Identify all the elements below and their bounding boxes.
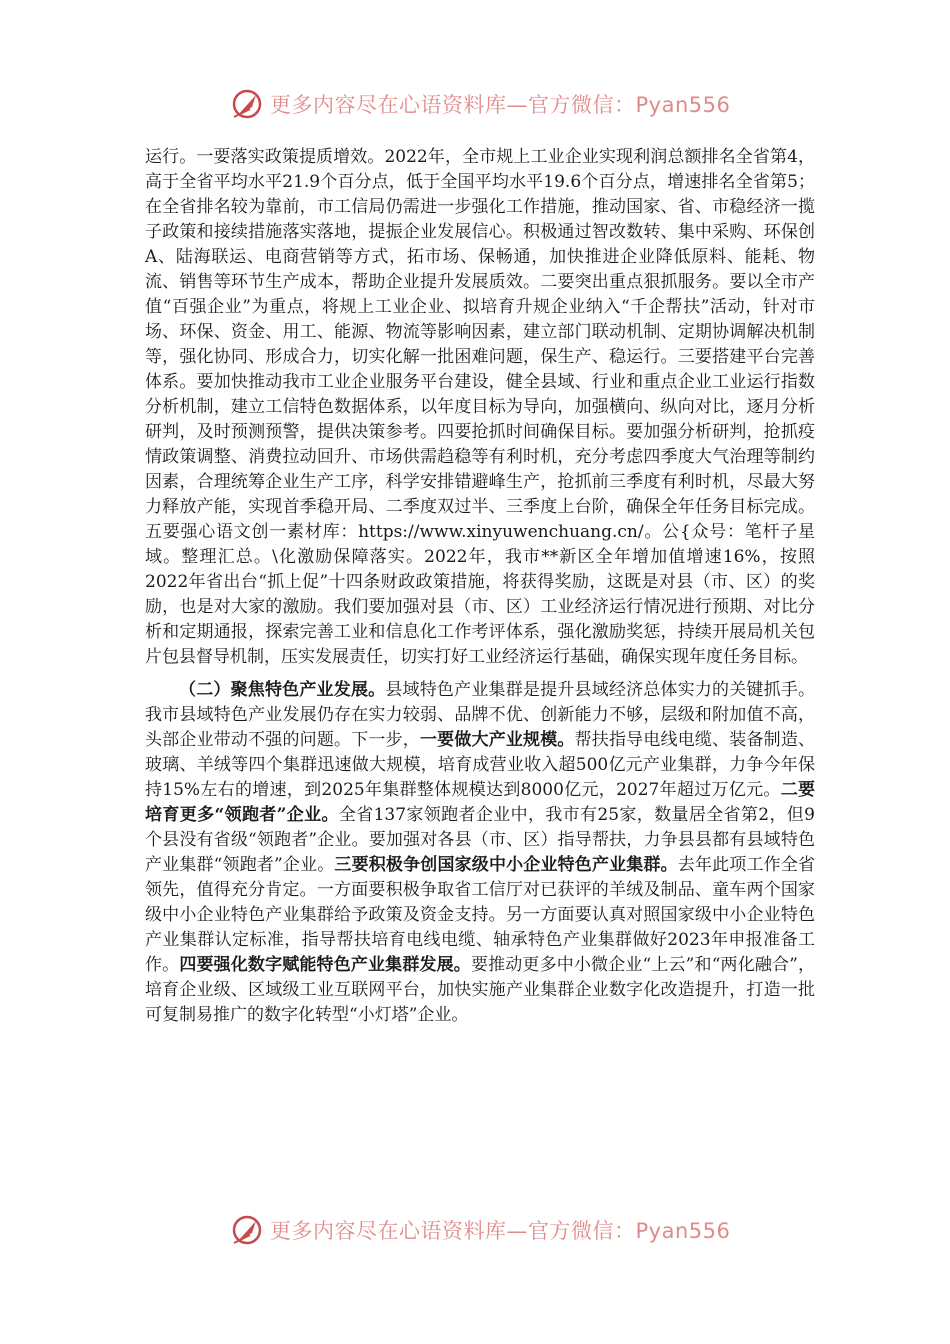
watermark-bottom: [230, 1212, 750, 1248]
quill-logo-icon: [230, 87, 264, 121]
point-2-heading: 二要培育更多“领跑者”企业。: [145, 780, 815, 825]
document-body: [145, 145, 815, 1028]
paragraph-2-text-1: 县域特色产业集群是提升县域经济总体实力的关键抓手。我市县域特色产业发展仍存在实力较弱、品牌不优、创新能力不够，层级和附加值不高，头部企业带动不强的问题。下一步，: [145, 680, 816, 750]
paragraph-2: [145, 678, 815, 1028]
watermark-top: [230, 86, 750, 122]
watermark-text: 更多内容尽在心语资料库—官方微信：Pyan556: [270, 1219, 731, 1243]
paragraph-1: 运行。一要落实政策提质增效。2022年，全市规上工业企业实现利润总额排名全省第4，高于全省平均水平21.9个百分点，低于全国平均水平19.6个百分点，增速排名全省第5；在全省排名较为靠前，市工信局仍需进一步强化工作措施，推动国家、省、市稳经济一揽子政策和接续措施落实落地，提振企业发展信心。积极通过智改数转、集中采购、环保创A、陆海联运、电商营销等方式，拓市场、保畅通，加快推进企业降低原料、能耗、物流、销售等环节生产成本，帮助企业提升发展质效。二要突出重点狠抓服务。要以全市产值“百强企业”为重点，将规上工业企业、拟培育升规企业纳入“千企帮扶”活动，针对市场、环保、资金、用工、能源、物流等影响因素，建立部门联动机制、定期协调解决机制等，强化协同、形成合力，切实化解一批困难问题，保生产、稳运行。三要搭建平台完善体系。要加快推动我市工业企业服务平台建设，健全县域、行业和重点企业工业运行指数分析机制，建立工信特色数据体系，以年度目标为导向，加强横向、纵向对比，逐月分析研判，及时预测预警，提供决策参考。四要抢抓时间确保目标。要加强分析研判，抢抓疫情政策调整、消费拉动回升、市场供需趋稳等有利时机，充分考虑四季度大气治理等制约因素，合理统筹企业生产工序，科学安排错避峰生产，抢抓前三季度有利时机，尽最大努力释放产能，实现首季稳开局、二季度双过半、三季度上台阶，确保全年任务目标完成。五要强心语文创一素材库：https://www.xinyuwenchuang.cn/。公{众号：笔杆子星域。整理汇总。\化激励保障落实。2022年，我市**新区全年增加值增速16%，按照2022年省出台“抓上促”十四条财政政策措施，将获得奖励，这既是对县（市、区）的奖励，也是对大家的激励。我们要加强对县（市、区）工业经济运行情况进行预期、对比分析和定期通报，探索完善工业和信息化工作考评体系，强化激励奖惩，持续开展局机关包片包县督导机制，压实发展责任，切实打好工业经济运行基础，确保实现年度任务目标。: [145, 147, 815, 667]
point-4-heading: 四要强化数字赋能特色产业集群发展。: [179, 955, 471, 975]
watermark-text: 更多内容尽在心语资料库—官方微信：Pyan556: [270, 93, 731, 117]
quill-logo-icon: [230, 1213, 264, 1247]
point-3-heading: 三要积极争创国家级中小企业特色产业集群。: [334, 855, 678, 875]
paragraph-2-text-2: 帮扶指导电线电缆、装备制造、玻璃、羊绒等四个集群迅速做大规模，培育成营业收入超500亿元产业集群，力争今年保持15%左右的增速，到2025年集群整体规模达到8000亿元，2027年超过万亿元。: [145, 730, 816, 800]
paragraph-2-text-4: 去年此项工作全省领先，值得充分肯定。一方面要积极争取省工信厅对已获评的羊绒及制品、童车两个国家级中小企业特色产业集群给予政策及资金支持。另一方面要认真对照国家级中小企业特色产业集群认定标准，指导帮扶培育电线电缆、轴承特色产业集群做好2023年申报准备工作。: [145, 855, 815, 975]
paragraph-2-text-3: 全省137家领跑者企业中，我市有25家，数量居全省第2，但9个县没有省级“领跑者”企业。要加强对各县（市、区）指导帮扶，力争县县都有县域特色产业集群“领跑者”企业。: [145, 805, 815, 875]
point-1-heading: 一要做大产业规模。: [419, 730, 575, 750]
paragraph-2-text-5: 要推动更多中小微企业“上云”和“两化融合”，培育企业级、区域级工业互联网平台，加快实施产业集群企业数字化改造提升，打造一批可复制易推广的数字化转型“小灯塔”企业。: [145, 955, 816, 1025]
section-heading: （二）聚焦特色产业发展。: [179, 680, 386, 700]
